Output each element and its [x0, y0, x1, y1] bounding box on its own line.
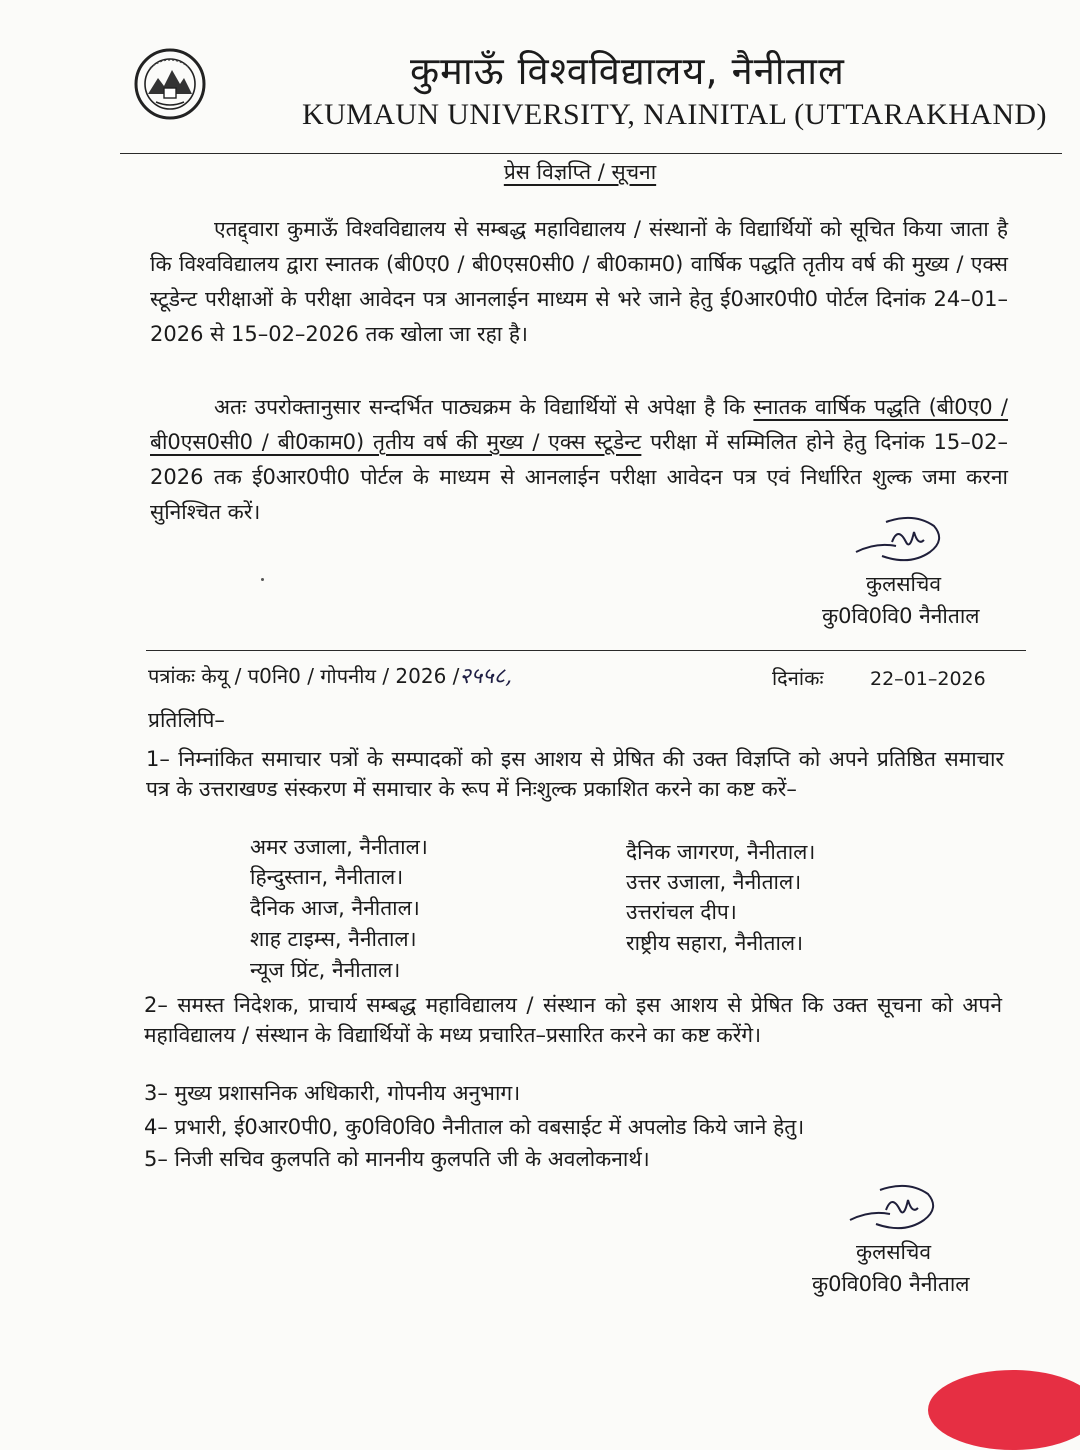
- signature-designation-1: कुलसचिव: [866, 572, 942, 596]
- speck: [261, 578, 264, 581]
- registrar-signature-1: [852, 512, 948, 570]
- registrar-signature-2: [846, 1180, 942, 1238]
- notice-paragraph-2: [150, 390, 1008, 530]
- newspaper-left-2: हिन्दुस्तान, नैनीताल।: [250, 865, 404, 889]
- newspaper-left-3: दैनिक आज, नैनीताल।: [250, 896, 420, 920]
- signature-office-1: कु0वि0वि0 नैनीताल: [822, 604, 980, 628]
- newspaper-left-4: शाह टाइम्स, नैनीताल।: [250, 927, 417, 951]
- university-name-english: KUMAUN UNIVERSITY, NAINITAL (UTTARAKHAND): [302, 98, 1047, 131]
- university-seal: [134, 48, 206, 120]
- reference-prefix: पत्रांकः केयू / प0नि0 / गोपनीय / 2026 /: [148, 664, 460, 688]
- signature-designation-2: कुलसचिव: [856, 1240, 932, 1264]
- newspaper-left-1: अमर उजाला, नैनीताल।: [250, 835, 428, 859]
- signature-office-2: कु0वि0वि0 नैनीताल: [812, 1272, 970, 1296]
- date-label: दिनांकः: [772, 666, 824, 690]
- copy-item-1: 1– निम्नांकित समाचार पत्रों के सम्पादकों को इस आशय से प्रेषित की उक्त विज्ञप्ति को अपने प्रतिष्ठित समाचार पत्र के उत्तराखण्ड संस्करण में समाचार के रूप में निःशुल्क प्रकाशित करने का कष्ट करें–: [146, 747, 1004, 801]
- newspaper-left-5: न्यूज प्रिंट, नैनीताल।: [250, 958, 401, 982]
- reference-divider: [146, 650, 1026, 651]
- notice-paragraph-1-text: एतद्द्वारा कुमाऊँ विश्वविद्यालय से सम्बद्ध महाविद्यालय / संस्थानों के विद्यार्थियों को सूचित किया जाता है कि विश्वविद्यालय द्वारा स्नातक (बी0ए0 / बी0एस0सी0 / बी0काम0) वार्षिक पद्धति तृतीय वर्ष की मुख्य / एक्स स्टूडेन्ट परीक्षाओं के परीक्षा आवेदन पत्र आनलाईन माध्यम से भरे जाने हेतु ई0आर0पी0 पोर्टल दिनांक 24–01–2026 से 15–02–2026 तक खोला जा रहा है।: [150, 217, 1008, 346]
- copy-to-title: प्रतिलिपि–: [148, 708, 225, 732]
- university-name-hindi: कुमाऊँ विश्वविद्यालय, नैनीताल: [410, 49, 845, 93]
- handwritten-dispatch-number: २५५८,: [459, 664, 513, 689]
- newspaper-right-2: उत्तर उजाला, नैनीताल।: [626, 870, 802, 894]
- notice-paragraph-2-lead: अतः उपरोक्तानुसार सन्दर्भित पाठ्यक्रम के विद्यार्थियों से अपेक्षा है कि: [214, 395, 754, 419]
- header-divider: [120, 153, 1062, 154]
- copy-item-4: 4– प्रभारी, ई0आर0पी0, कु0वि0वि0 नैनीताल को वबसाईट में अपलोड किये जाने हेतु।: [144, 1115, 805, 1139]
- corner-accent: [928, 1370, 1080, 1450]
- newspaper-right-1: दैनिक जागरण, नैनीताल।: [626, 840, 816, 864]
- notice-paragraph-2-underlined: स्नातक वार्षिक पद्धति (बी0ए0 / बी0एस0सी0 / बी0काम0) तृतीय वर्ष की मुख्य / एक्स स्टूडेन्ट: [150, 395, 1009, 454]
- newspaper-right-3: उत्तरांचल दीप।: [626, 900, 737, 924]
- reference-number: [148, 660, 512, 690]
- notice-heading: प्रेस विज्ञप्ति / सूचना: [503, 160, 657, 184]
- copy-item-2: 2– समस्त निदेशक, प्राचार्य सम्बद्ध महाविद्यालय / संस्थान को इस आशय से प्रेषित कि उक्त सूचना को अपने महाविद्यालय / संस्थान के विद्यार्थियों के मध्य प्रचारित–प्रसारित करने का कष्ट करेंगे।: [144, 993, 1002, 1047]
- copy-item-3: 3– मुख्य प्रशासनिक अधिकारी, गोपनीय अनुभाग।: [144, 1081, 521, 1105]
- date-value: 22–01–2026: [870, 668, 986, 690]
- notice-paragraph-2-tail: परीक्षा में सम्मिलित होने हेतु दिनांक 15–02–2026 तक ई0आर0पी0 पोर्टल के माध्यम से आनलाईन परीक्षा आवेदन पत्र एवं निर्धारित शुल्क जमा करना सुनिश्चित करें।: [150, 430, 1008, 524]
- notice-paragraph-1: [150, 212, 1008, 352]
- newspaper-right-4: राष्ट्रीय सहारा, नैनीताल।: [626, 931, 804, 955]
- copy-item-5: 5– निजी सचिव कुलपति को माननीय कुलपति जी के अवलोकनार्थ।: [144, 1147, 650, 1171]
